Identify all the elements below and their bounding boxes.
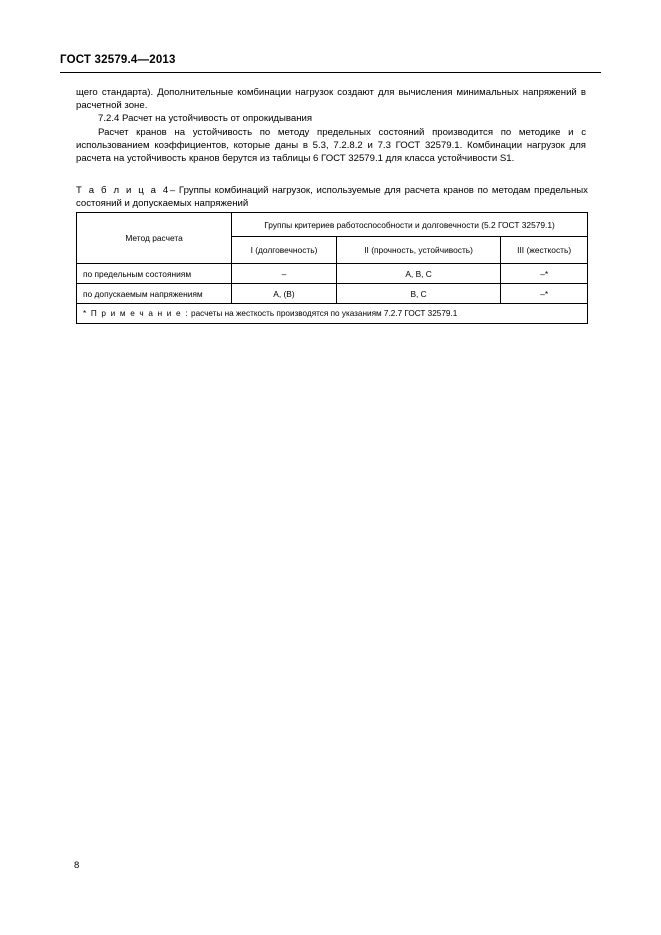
body-text-block: [76, 86, 586, 165]
table-row: [77, 264, 588, 284]
paragraph-1: щего стандарта). Дополнительные комбинации нагрузок создают для вычисления минимальных напряжений в расчетной зоне.: [76, 87, 586, 112]
table-row: [77, 284, 588, 304]
loads-combination-table: [76, 212, 588, 324]
table-row-2-value-1: A, (B): [232, 284, 337, 304]
table-note-text: расчеты на жесткость производятся по указаниям 7.2.7 ГОСТ 32579.1: [188, 309, 458, 318]
table-caption-label: Т а б л и ц а 4: [76, 185, 170, 196]
table-row-2-value-3: –*: [501, 284, 588, 304]
table-row-1-value-3: –*: [501, 264, 588, 284]
header-divider-rule: [60, 72, 601, 73]
table-row-1-value-2: A, B, C: [336, 264, 500, 284]
table-subheader-1: I (долговечность): [232, 237, 337, 264]
table-header-groups: Группы критериев работоспособности и долговечности (5.2 ГОСТ 32579.1): [232, 213, 588, 237]
table-subheader-2: II (прочность, устойчивость): [336, 237, 500, 264]
table-subheader-3: III (жесткость): [501, 237, 588, 264]
table-header-row-1: [77, 213, 588, 237]
page-header-title: ГОСТ 32579.4—2013: [60, 54, 176, 66]
table-caption-text: – Группы комбинаций нагрузок, используемые для расчета кранов по методам предельных состояний и допускаемых напряжений: [76, 185, 588, 209]
page-number: 8: [74, 860, 80, 871]
table-note-row: [77, 304, 588, 324]
table-note: [77, 304, 588, 324]
paragraph-3: Расчет кранов на устойчивость по методу предельных состояний производится по методике и с использованием коэффициентов, которые даны в 5.3, 7.2.8.2 и 7.3 ГОСТ 32579.1. Комбинации нагрузок для расчета на устойчивость кранов берутся из таблицы 6 ГОСТ 32579.1 для класса устойчивости S1.: [76, 126, 586, 165]
paragraph-2-heading: 7.2.4 Расчет на устойчивость от опрокидывания: [98, 113, 313, 125]
table-caption: [76, 185, 588, 211]
table-header-method: Метод расчета: [77, 213, 232, 264]
table-row-2-method: по допускаемым напряжениям: [77, 284, 232, 304]
table-row-2-value-2: B, C: [336, 284, 500, 304]
table-note-label: * П р и м е ч а н и е :: [83, 309, 189, 318]
table-row-1-method: по предельным состояниям: [77, 264, 232, 284]
table-row-1-value-1: –: [232, 264, 337, 284]
